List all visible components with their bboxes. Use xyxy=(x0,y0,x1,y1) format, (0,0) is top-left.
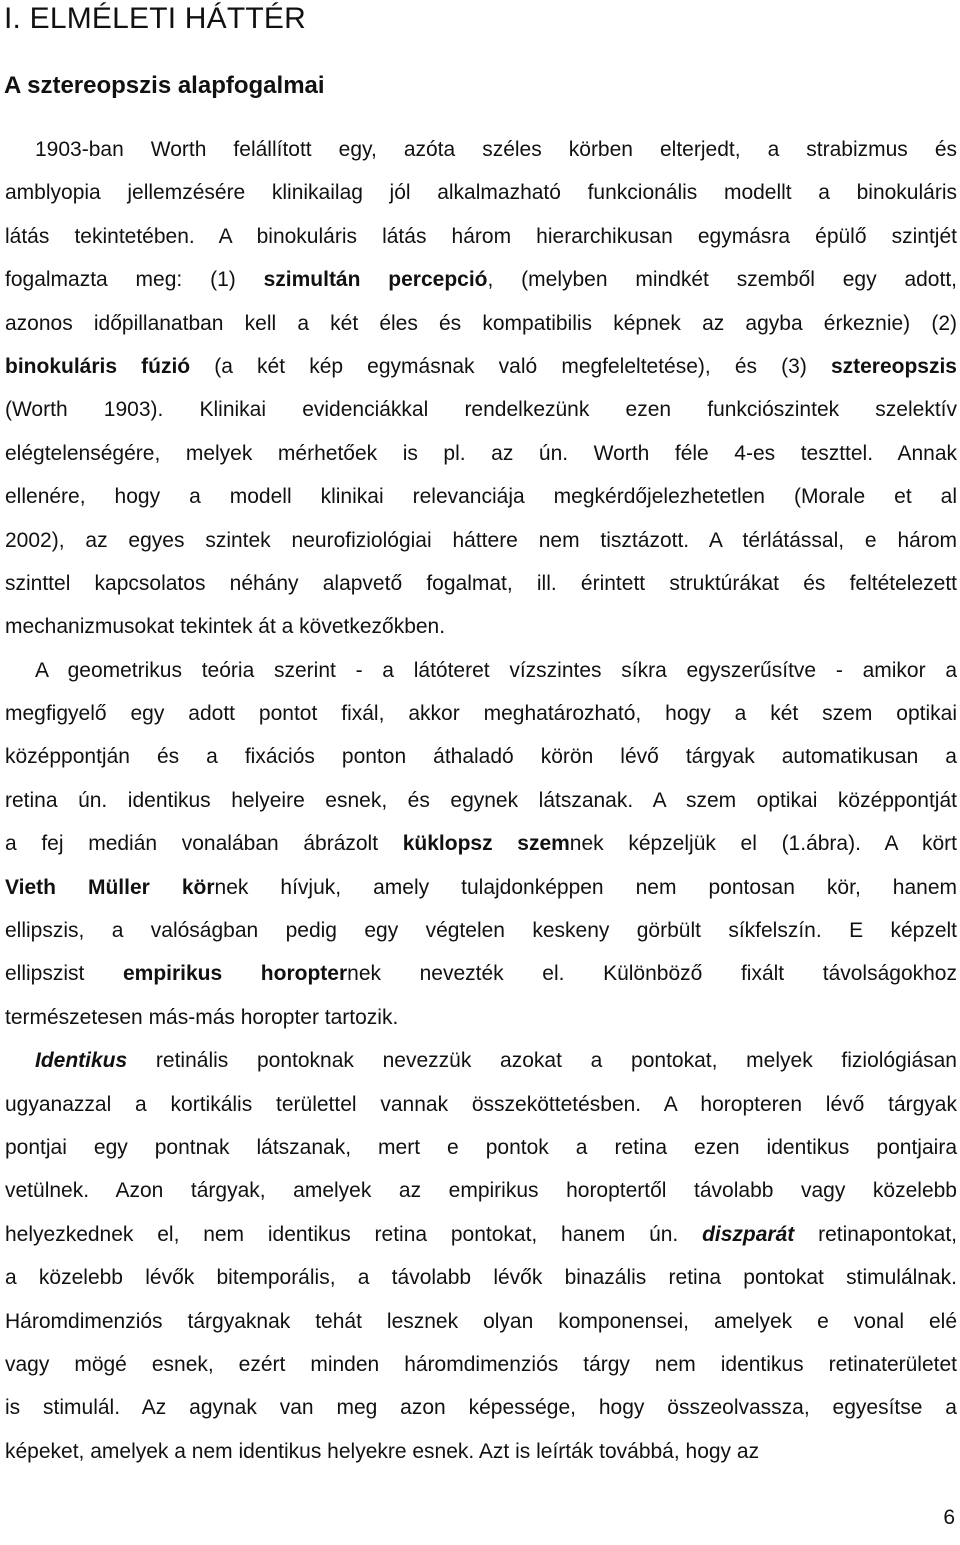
text-line xyxy=(5,1169,957,1212)
text-line xyxy=(5,605,957,648)
text-run: retinapontokat, xyxy=(794,1222,958,1246)
text-line xyxy=(5,1039,957,1082)
text-run: 1903-ban Worth felállított egy, azóta széles körben elterjedt, a strabizmus és xyxy=(35,138,957,161)
text-line xyxy=(5,1083,957,1126)
text-line xyxy=(5,822,957,865)
text-run: megfigyelő egy adott pontot fixál, akkor meghatározható, hogy a két szem optikai xyxy=(5,702,957,726)
text-line xyxy=(5,1343,957,1386)
emphasized-term: sztereopszis xyxy=(830,354,957,378)
text-run: képeket, amelyek a nem identikus helyekre esnek. Azt is leírták továbbá, hogy az xyxy=(5,1439,760,1463)
text-run: 2002), az egyes szintek neurofiziológiai háttere nem tisztázott. A térlátással, e három xyxy=(5,528,957,552)
emphasized-term: empirikus horopter xyxy=(122,962,348,986)
text-run: elégtelenségére, melyek mérhetőek is pl. az ún. Worth féle 4-es teszttel. Annak xyxy=(5,441,957,465)
text-line xyxy=(5,562,957,605)
text-line xyxy=(5,735,957,778)
text-run: ellenére, hogy a modell klinikai relevanciája megkérdőjelezhetetlen (Morale et al xyxy=(5,485,957,509)
text-line xyxy=(5,952,957,995)
text-line xyxy=(5,258,957,301)
text-line xyxy=(5,475,957,518)
text-run: a közelebb lévők bitemporális, a távolabb lévők binazális retina pontokat stimulálnak. xyxy=(5,1266,957,1290)
page-number: 6 xyxy=(943,1506,955,1529)
text-run: természetesen más-más horopter tartozik. xyxy=(5,1005,399,1029)
paragraph xyxy=(5,1039,957,1473)
text-run: pontjai egy pontnak látszanak, mert e pontok a retina ezen identikus pontjaira xyxy=(5,1135,957,1159)
text-run: azonos időpillanatban kell a két éles és kompatibilis képnek az agyba érkeznie) (2) xyxy=(5,311,957,335)
text-line xyxy=(5,519,957,562)
text-run: fogalmazta meg: (1) xyxy=(5,268,264,292)
text-line xyxy=(5,1256,957,1299)
text-run: nek nevezték el. Különböző fixált távolságokhoz xyxy=(347,962,957,986)
text-run: , (melyben mindkét szemből egy adott, xyxy=(487,268,957,292)
text-line xyxy=(5,1386,957,1429)
text-run: ugyanazzal a kortikális területtel vannak összeköttetésben. A horopteren lévő tárgyak xyxy=(5,1092,957,1116)
emphasized-term: küklopsz szem xyxy=(402,832,570,856)
text-line xyxy=(5,1213,957,1256)
text-run: A geometrikus teória szerint - a látóteret vízszintes síkra egyszerűsítve - amikor a xyxy=(35,658,957,682)
text-run: vagy mögé esnek, ezért minden háromdimenziós tárgy nem identikus retinaterületet xyxy=(5,1352,957,1376)
text-run: is stimulál. Az agynak van meg azon képessége, hogy összeolvassza, egyesítse a xyxy=(5,1396,957,1420)
text-line xyxy=(5,171,957,214)
text-line xyxy=(5,692,957,735)
paragraph xyxy=(5,128,957,649)
text-line xyxy=(5,779,957,822)
text-line xyxy=(5,649,957,692)
emphasized-term: diszparát xyxy=(702,1222,795,1246)
text-run: amblyopia jellemzésére klinikailag jól alkalmazható funkcionális modellt a binokuláris xyxy=(5,181,957,205)
text-line xyxy=(5,345,957,388)
emphasized-term: szimultán percepció xyxy=(263,268,488,292)
text-run: retinális pontoknak nevezzük azokat a pontokat, melyek fiziológiásan xyxy=(127,1049,957,1073)
emphasized-term: binokuláris fúzió xyxy=(5,354,191,378)
text-run: (Worth 1903). Klinikai evidenciákkal rendelkezünk ezen funkciószintek szelektív xyxy=(5,398,957,422)
text-run: (a két kép egymásnak való megfeleltetése), és (3) xyxy=(190,354,831,378)
text-line xyxy=(5,1126,957,1169)
emphasized-term: Identikus xyxy=(35,1049,128,1073)
text-run: ellipszist xyxy=(5,962,123,986)
text-line xyxy=(5,388,957,431)
text-run: helyezkednek el, nem identikus retina pontokat, hanem ún. xyxy=(5,1222,703,1246)
text-line xyxy=(5,1430,957,1473)
text-line xyxy=(5,302,957,345)
paragraph xyxy=(5,649,957,1040)
text-line xyxy=(5,1300,957,1343)
text-run: nek hívjuk, amely tulajdonképpen nem pontosan kör, hanem xyxy=(214,875,958,899)
text-line xyxy=(5,128,957,171)
text-run: a fej medián vonalában ábrázolt xyxy=(5,832,403,856)
text-run: ellipszis, a valóságban pedig egy végtelen keskeny görbült síkfelszín. E képzelt xyxy=(5,919,957,943)
text-run: szinttel kapcsolatos néhány alapvető fogalmat, ill. érintett struktúrákat és feltételezett xyxy=(5,571,957,595)
section-heading: A sztereopszis alapfogalmai xyxy=(4,72,325,99)
text-run: középpontján és a fixációs ponton áthaladó körön lévő tárgyak automatikusan a xyxy=(5,745,957,769)
text-run: látás tekintetében. A binokuláris látás három hierarchikusan egymásra épülő szintjét xyxy=(5,224,957,248)
text-run: Háromdimenziós tárgyaknak tehát lesznek olyan komponensei, amelyek e vonal elé xyxy=(5,1309,957,1333)
text-run: mechanizmusokat tekintek át a következőkben. xyxy=(5,615,446,639)
text-line xyxy=(5,215,957,258)
text-run: retina ún. identikus helyeire esnek, és egynek látszanak. A szem optikai középpontját xyxy=(5,788,957,812)
text-run: nek képzeljük el (1.ábra). A kört xyxy=(569,832,957,856)
chapter-heading: I. ELMÉLETI HÁTTÉR xyxy=(4,2,306,35)
emphasized-term: Vieth Müller kör xyxy=(5,875,215,899)
text-line xyxy=(5,909,957,952)
text-run: vetülnek. Azon tárgyak, amelyek az empirikus horoptertől távolabb vagy közelebb xyxy=(5,1179,957,1203)
text-line xyxy=(5,432,957,475)
text-line xyxy=(5,866,957,909)
body-text xyxy=(5,128,957,1473)
text-line xyxy=(5,996,957,1039)
